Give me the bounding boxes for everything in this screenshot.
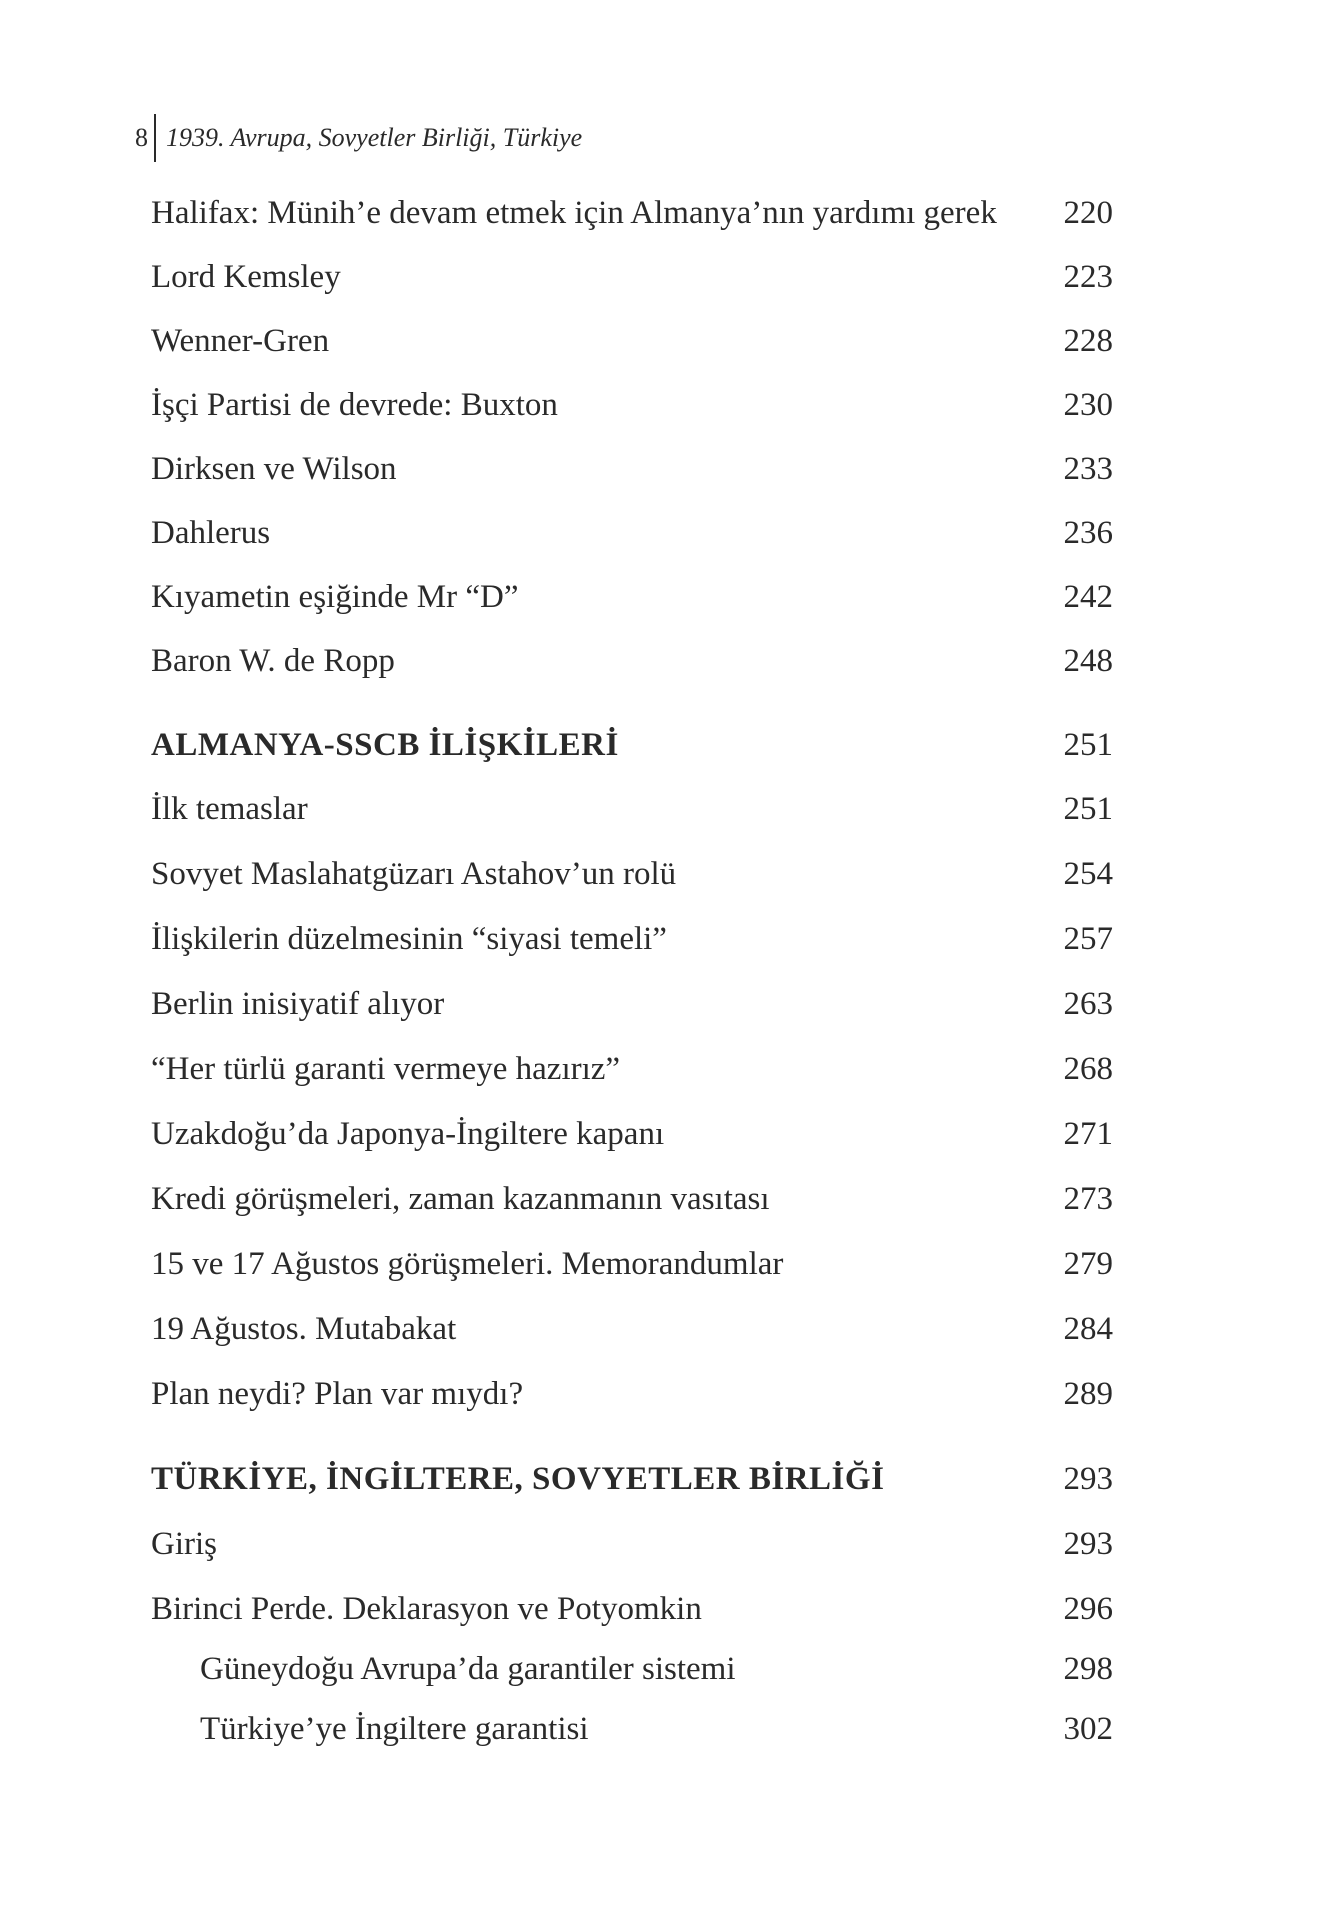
toc-entry [151, 1521, 1113, 1567]
toc-entry-title: Giriş [151, 1526, 217, 1562]
toc-entry [151, 446, 1113, 492]
toc-entry-title: Birinci Perde. Deklarasyon ve Potyomkin [151, 1591, 702, 1627]
toc-section-title: TÜRKİYE, İNGİLTERE, SOVYETLER BİRLİĞİ [151, 1461, 885, 1497]
toc-entry [151, 851, 1113, 897]
toc-entry-page: 284 [1063, 1311, 1113, 1347]
toc-entry-title: Halifax: Münih’e devam etmek için Almanya’nın yardımı gerek [151, 195, 997, 231]
toc-entry [151, 1176, 1113, 1222]
toc-entry-title: Dirksen ve Wilson [151, 451, 397, 487]
toc-entry-title: İşçi Partisi de devrede: Buxton [151, 387, 558, 423]
toc-entry [151, 318, 1113, 364]
toc-entry-title: 19 Ağustos. Mutabakat [151, 1311, 457, 1347]
header-divider [154, 114, 156, 162]
toc-entry-page: 289 [1063, 1376, 1113, 1412]
toc-entry [151, 382, 1113, 428]
toc-section-title: ALMANYA-SSCB İLİŞKİLERİ [151, 727, 619, 763]
toc-section-heading [151, 1456, 1113, 1502]
toc-subentry-title: Güneydoğu Avrupa’da garantiler sistemi [200, 1651, 736, 1687]
toc-entry [151, 916, 1113, 962]
toc-entry-page: 233 [1063, 451, 1113, 487]
toc-entry-page: 293 [1063, 1461, 1113, 1497]
toc-entry-page: 242 [1063, 579, 1113, 615]
toc-subentry-title: Türkiye’ye İngiltere garantisi [200, 1711, 589, 1747]
toc-entry-title: 15 ve 17 Ağustos görüşmeleri. Memorandumlar [151, 1246, 784, 1282]
toc-entry-page: 251 [1063, 727, 1113, 763]
toc-entry-title: Sovyet Maslahatgüzarı Astahov’un rolü [151, 856, 677, 892]
toc-entry [151, 190, 1113, 236]
page-number: 8 [135, 123, 148, 152]
toc-entry [151, 1241, 1113, 1287]
toc-entry-title: İlk temaslar [151, 791, 308, 827]
toc-entry-page: 268 [1063, 1051, 1113, 1087]
toc-entry-page: 302 [1063, 1711, 1113, 1747]
toc-entry [151, 981, 1113, 1027]
toc-entry [151, 510, 1113, 556]
toc-entry [151, 1586, 1113, 1632]
toc-entry-page: 230 [1063, 387, 1113, 423]
toc-entry-page: 296 [1063, 1591, 1113, 1627]
toc-entry-title: İlişkilerin düzelmesinin “siyasi temeli” [151, 921, 667, 957]
toc-entry-title: Uzakdoğu’da Japonya-İngiltere kapanı [151, 1116, 665, 1152]
toc-entry [151, 254, 1113, 300]
toc-entry [151, 786, 1113, 832]
toc-entry-title: Kıyametin eşiğinde Mr “D” [151, 579, 519, 615]
toc-entry [151, 1371, 1113, 1417]
toc-entry-title: Dahlerus [151, 515, 271, 551]
toc-entry-page: 236 [1063, 515, 1113, 551]
toc-entry-page: 251 [1063, 791, 1113, 827]
toc-subentry [151, 1646, 1113, 1692]
toc-entry-page: 220 [1063, 195, 1113, 231]
toc-entry [151, 1306, 1113, 1352]
toc-entry-page: 298 [1063, 1651, 1113, 1687]
toc-entry [151, 1046, 1113, 1092]
toc-entry-page: 293 [1063, 1526, 1113, 1562]
toc-entry [151, 574, 1113, 620]
toc-entry-page: 228 [1063, 323, 1113, 359]
toc-entry-page: 273 [1063, 1181, 1113, 1217]
toc-entry-title: Wenner-Gren [151, 323, 330, 359]
toc-entry-title: Kredi görüşmeleri, zaman kazanmanın vasıtası [151, 1181, 770, 1217]
toc-entry [151, 638, 1113, 684]
running-head [126, 114, 582, 162]
toc-section-heading [151, 722, 1113, 768]
toc-entry [151, 1111, 1113, 1157]
toc-entry-page: 223 [1063, 259, 1113, 295]
toc-entry-page: 271 [1063, 1116, 1113, 1152]
toc-entry-title: Plan neydi? Plan var mıydı? [151, 1376, 524, 1412]
toc-entry-title: Berlin inisiyatif alıyor [151, 986, 445, 1022]
toc-entry-title: Lord Kemsley [151, 259, 341, 295]
toc-entry-title: “Her türlü garanti vermeye hazırız” [151, 1051, 621, 1087]
toc-entry-title: Baron W. de Ropp [151, 643, 395, 679]
toc-entry-page: 257 [1063, 921, 1113, 957]
toc-entry-page: 248 [1063, 643, 1113, 679]
toc-subentry [151, 1706, 1113, 1752]
toc-entry-page: 279 [1063, 1246, 1113, 1282]
toc-entry-page: 263 [1063, 986, 1113, 1022]
running-title: 1939. Avrupa, Sovyetler Birliği, Türkiye [166, 123, 583, 152]
toc-entry-page: 254 [1063, 856, 1113, 892]
